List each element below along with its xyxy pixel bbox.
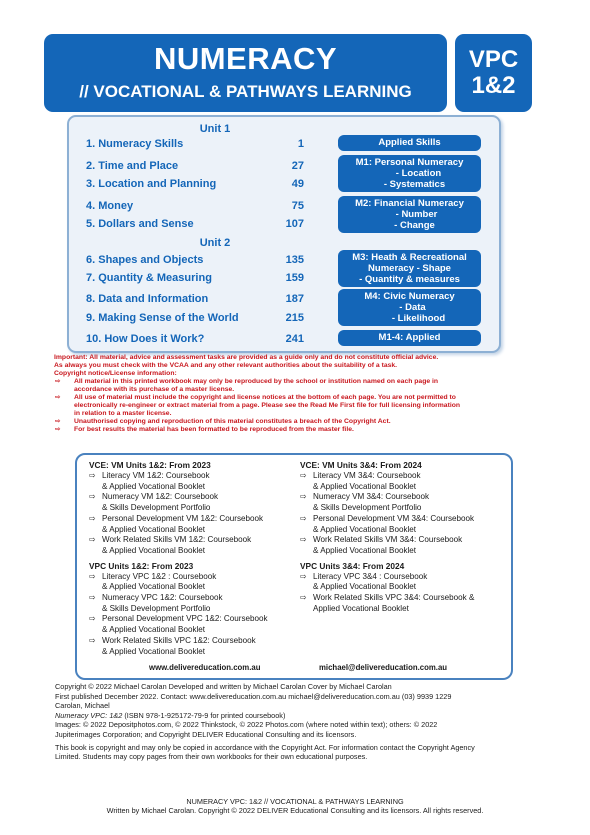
unit-2-heading: Unit 2 [199, 237, 231, 249]
arrow-icon: ⇨ [300, 471, 307, 480]
product-column-right [300, 460, 505, 614]
module-pill-m3: M3: Heath & Recreational Numeracy - Shape - Quantity & measures [338, 250, 481, 287]
module-pill-applied: M1-4: Applied [338, 330, 481, 346]
arrow-icon: ⇨ [300, 593, 307, 603]
copyright-line: Numeracy VPC: 1&2 (ISBN 978-1-925172-79-9 for printed coursebook) [55, 710, 286, 720]
product-heading: VCE: VM Units 3&4: From 2024 [300, 460, 422, 470]
product-item: ⇨ Literacy VM 3&4: Coursebook & Applied Vocational Booklet [300, 471, 421, 491]
module-pill-m4: M4: Civic Numeracy - Data - Likelihood [338, 289, 481, 326]
contents-row[interactable] [86, 160, 304, 174]
copyright-line: Images: © 2022 Depositphotos.com, © 2022 Thinkstock, © 2022 Photos.com (where noted within text); others: © 2022 [55, 720, 438, 730]
chapter-title: 3. Location and Planning [86, 178, 217, 190]
arrow-icon: ⇨ [89, 614, 96, 624]
chapter-title: 9. Making Sense of the World [86, 312, 239, 324]
copyright-block [55, 682, 535, 762]
arrow-icon: ⇨ [89, 471, 96, 480]
chapter-page: 27 [291, 160, 304, 172]
chapter-page: 241 [285, 333, 304, 345]
product-item: ⇨ Work Related Skills VM 1&2: Coursebook & Applied Vocational Booklet [89, 535, 252, 555]
product-item: ⇨ Personal Development VPC 1&2: Coursebook & Applied Vocational Booklet [89, 614, 268, 635]
contents-row[interactable] [86, 138, 304, 152]
product-heading: VCE: VM Units 1&2: From 2023 [89, 460, 211, 470]
product-item: ⇨ Literacy VPC 1&2 : Coursebook & Applied Vocational Booklet [89, 571, 217, 592]
notice-bullet: ⇨ For best results the material has been formatted to be reproduced from the master file. [55, 426, 354, 433]
level-badge [455, 34, 532, 112]
copyright-line: First published December 2022. Contact: www.delivereducation.com.au michael@delivereducation.com.au (03) 9939 1229 [55, 691, 452, 701]
badge-line-2: 1&2 [471, 72, 516, 99]
contents-row[interactable] [86, 254, 304, 268]
contents-row[interactable] [86, 333, 304, 347]
copyright-line: Jupiterimages Corporation; and Copyright DELIVER Educational Consulting and its licensors. [55, 729, 357, 739]
footer-copyright: Written by Michael Carolan. Copyright © 2022 DELIVER Educational Consulting and its licensors. All rights reserved. [106, 806, 484, 815]
contents-row[interactable] [86, 178, 304, 192]
copyright-line: Copyright © 2022 Michael Carolan Developed and written by Michael Carolan Cover by Michael Carolan [55, 682, 392, 691]
arrow-icon: ⇨ [55, 426, 61, 433]
product-list-box [75, 453, 513, 680]
chapter-title: 4. Money [86, 200, 134, 212]
module-pill-m2: M2: Financial Numeracy - Number - Change [338, 196, 481, 233]
page-subtitle: // VOCATIONAL & PATHWAYS LEARNING [79, 82, 412, 101]
arrow-icon: ⇨ [89, 513, 96, 523]
notice-line: As always you must check with the VCAA and any other relevant authorities about the suitability of a task. [54, 362, 398, 369]
chapter-title: 7. Quantity & Measuring [86, 272, 212, 284]
chapter-title: 2. Time and Place [86, 160, 179, 172]
arrow-icon: ⇨ [89, 492, 96, 502]
page-title: NUMERACY [153, 41, 338, 76]
arrow-icon: ⇨ [55, 378, 61, 385]
contents-row[interactable] [86, 293, 304, 307]
product-heading: VPC Units 1&2: From 2023 [89, 560, 194, 571]
product-item: ⇨ Personal Development VM 3&4: Coursebook & Applied Vocational Booklet [300, 513, 475, 534]
chapter-title: 1. Numeracy Skills [86, 138, 184, 150]
notice-bullet-cont: in relation to a master license. [74, 410, 172, 417]
product-item: ⇨ Literacy VPC 3&4 : Coursebook & Applied Vocational Booklet [300, 571, 428, 592]
chapter-page: 107 [285, 218, 304, 230]
unit-1-heading: Unit 1 [199, 123, 231, 135]
copyright-notice [54, 354, 539, 434]
contents-row[interactable] [86, 272, 304, 286]
product-item: ⇨ Numeracy VPC 1&2: Coursebook & Skills Development Portfolio [89, 593, 223, 613]
chapter-page: 159 [285, 272, 304, 284]
chapter-page: 75 [291, 200, 304, 212]
chapter-page: 135 [285, 254, 304, 266]
arrow-icon: ⇨ [89, 593, 96, 603]
arrow-icon: ⇨ [300, 535, 307, 545]
product-item: ⇨ Numeracy VM 3&4: Coursebook & Skills Development Portfolio [300, 492, 430, 513]
notice-bullet-cont: electronically re-engineer or extract material from a page. Please see the Read Me First file for full licensing information [74, 402, 461, 409]
copyright-line: Carolan, Michael [55, 701, 110, 711]
chapter-title: 8. Data and Information [86, 293, 209, 305]
arrow-icon: ⇨ [300, 492, 307, 502]
arrow-icon: ⇨ [89, 635, 96, 645]
chapter-page: 187 [285, 293, 304, 305]
product-heading: VPC Units 3&4: From 2024 [300, 560, 405, 571]
notice-bullet: ⇨ All material in this printed workbook may only be reproduced by the school or institution named on each page in [55, 378, 439, 385]
arrow-icon: ⇨ [55, 394, 61, 401]
module-pill-m1: M1: Personal Numeracy - Location - Systematics [338, 155, 481, 192]
copyright-line: Limited. Students may copy pages from their own workbooks for their own educational purposes. [55, 752, 368, 762]
contents-row[interactable] [86, 200, 304, 214]
product-item: ⇨ Personal Development VM 1&2: Coursebook & Applied Vocational Booklet [89, 513, 264, 534]
chapter-page: 49 [291, 178, 304, 190]
chapter-title: 10. How Does it Work? [86, 333, 205, 345]
product-item: ⇨ Literacy VM 1&2: Coursebook & Applied Vocational Booklet [89, 471, 210, 491]
notice-bullet: ⇨ Unauthorised copying and reproduction of this material constitutes a breach of the Copyright Act. [55, 418, 391, 425]
contents-row[interactable] [86, 312, 304, 326]
arrow-icon: ⇨ [89, 571, 96, 581]
copyright-line: This book is copyright and may only be copied in accordance with the Copyright Act. For information contact the Copyright Agency [55, 742, 475, 752]
title-banner [44, 34, 447, 112]
arrow-icon: ⇨ [89, 535, 96, 545]
arrow-icon: ⇨ [55, 418, 61, 425]
website-link[interactable]: www.delivereducation.com.au [149, 663, 261, 672]
arrow-icon: ⇨ [300, 513, 307, 523]
badge-line-1: VPC [468, 46, 519, 73]
product-item: ⇨ Work Related Skills VM 3&4: Coursebook & Applied Vocational Booklet [300, 535, 463, 555]
arrow-icon: ⇨ [300, 571, 307, 581]
product-column-left [89, 460, 299, 657]
product-item: ⇨ Work Related Skills VPC 3&4: Coursebook & Applied Vocational Booklet [300, 593, 475, 613]
notice-heading: Copyright notice/License information: [54, 370, 177, 377]
chapter-page: 1 [297, 138, 304, 150]
chapter-title: 5. Dollars and Sense [86, 218, 194, 230]
email-link[interactable]: michael@delivereducation.com.au [319, 663, 448, 672]
notice-bullet-cont: accordance with its purchase of a master license. [74, 386, 235, 393]
chapter-title: 6. Shapes and Objects [86, 254, 204, 266]
notice-bullet: ⇨ All use of material must include the copyright and license notices at the bottom of each page. You are not permitted to [55, 394, 456, 401]
notice-line: Important: All material, advice and assessment tasks are provided as a guide only and do not constitute official advice. [54, 354, 439, 361]
product-item: ⇨ Numeracy VM 1&2: Coursebook & Skills Development Portfolio [89, 492, 219, 513]
module-pill-applied-skills: Applied Skills [338, 135, 481, 151]
footer-title: NUMERACY VPC: 1&2 // VOCATIONAL & PATHWAYS LEARNING [186, 797, 404, 806]
contents-row[interactable] [86, 218, 304, 232]
product-item: ⇨ Work Related Skills VPC 1&2: Coursebook & Applied Vocational Booklet [89, 635, 256, 656]
chapter-page: 215 [285, 312, 304, 324]
